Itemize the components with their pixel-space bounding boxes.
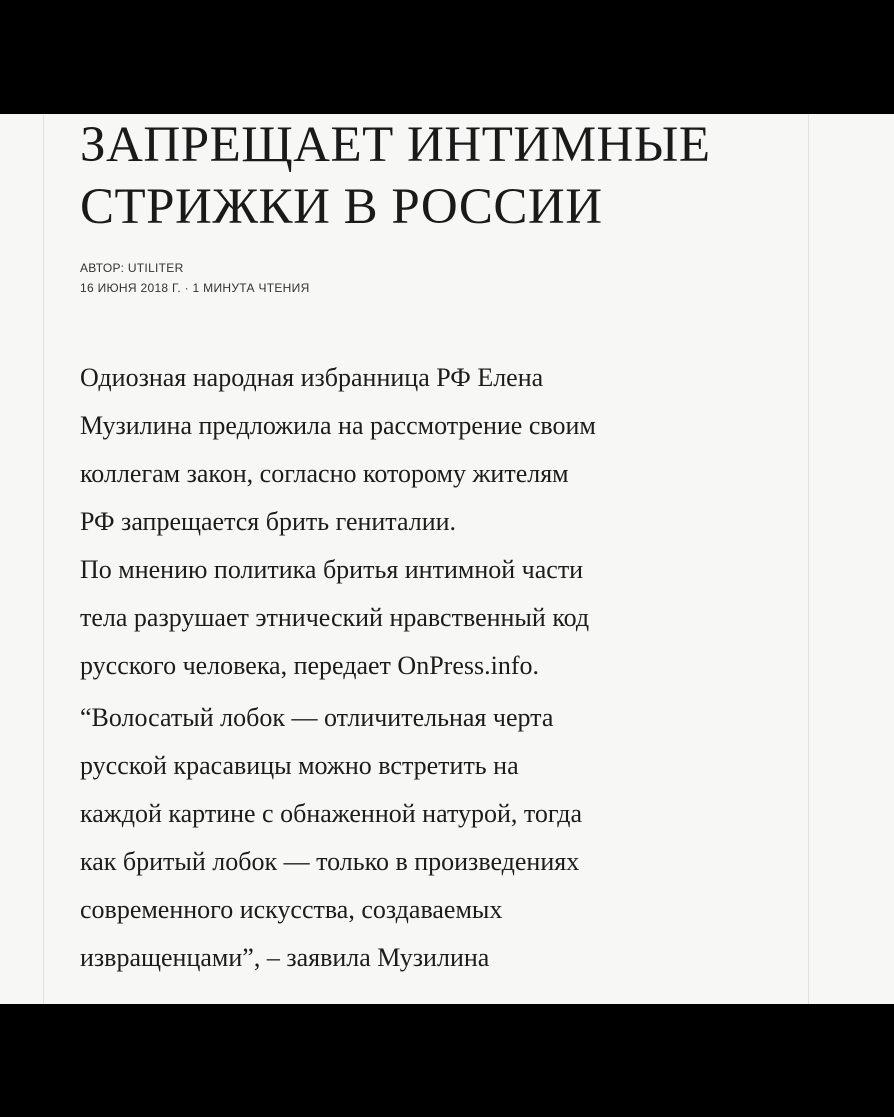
paragraph-2: [80, 694, 780, 982]
article-meta: [80, 258, 310, 298]
body-line: Одиозная народная избранница РФ Елена: [80, 363, 544, 392]
body-line: По мнению политика бритья интимной части: [80, 555, 584, 584]
body-line: русской красавицы можно встретить на: [80, 751, 519, 780]
body-line: каждой картине с обнаженной натурой, тогда: [80, 799, 583, 828]
article-title: [80, 114, 780, 238]
body-line: коллегам закон, согласно которому жителям: [80, 459, 569, 488]
body-line: тела разрушает этнический нравственный код: [80, 603, 590, 632]
body-line: современного искусства, создаваемых: [80, 895, 503, 924]
article-card: [0, 114, 894, 1004]
article-body: [80, 354, 780, 982]
body-line: Музилина предложила на рассмотрение своим: [80, 411, 596, 440]
body-line: РФ запрещается брить гениталии.: [80, 507, 457, 536]
title-line: СТРИЖКИ В РОССИИ: [80, 179, 603, 235]
card-divider-left: [43, 114, 44, 1004]
date-line: 16 ИЮНЯ 2018 Г. · 1 МИНУТА ЧТЕНИЯ: [80, 281, 310, 295]
body-line: русского человека, передает OnPress.info.: [80, 651, 539, 680]
author-line[interactable]: АВТОР: UTILITER: [80, 261, 184, 275]
body-line: “Волосатый лобок — отличительная черта: [80, 703, 554, 732]
paragraph-1: [80, 354, 780, 690]
body-line: как бритый лобок — только в произведениях: [80, 847, 580, 876]
title-line: ЗАПРЕЩАЕТ ИНТИМНЫЕ: [80, 117, 711, 173]
card-divider-right: [808, 114, 809, 1004]
body-line: извращенцами”, – заявила Музилина: [80, 943, 490, 972]
